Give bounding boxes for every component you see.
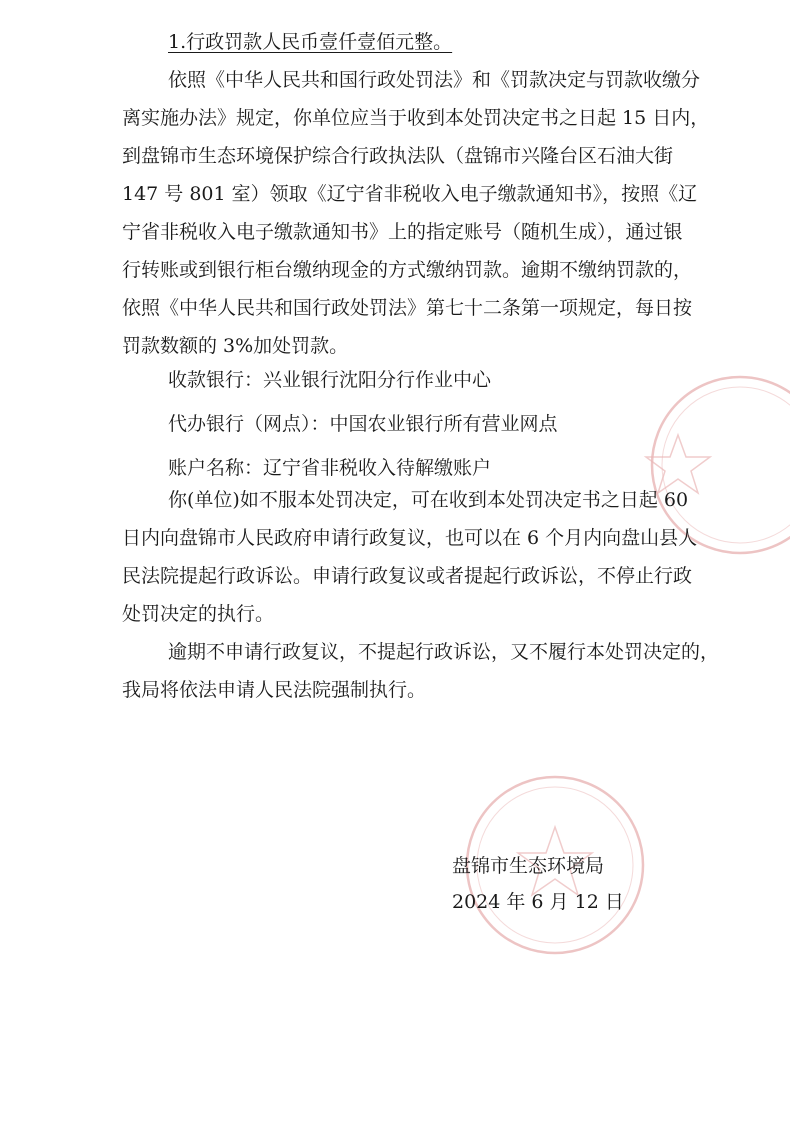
paragraph-line: 依照《中华人民共和国行政处罚法》和《罚款决定与罚款收缴分 <box>168 69 701 91</box>
paragraph-line: 到盘锦市生态环境保护综合行政执法队（盘锦市兴隆台区石油大街 <box>122 145 674 167</box>
paragraph-line: 我局将依法申请人民法院强制执行。 <box>122 679 427 701</box>
paragraph-line: 日内向盘锦市人民政府申请行政复议，也可以在 6 个月内向盘山县人 <box>122 527 698 549</box>
payee-bank: 收款银行：兴业银行沈阳分行作业中心 <box>168 369 492 391</box>
issue-date: 2024 年 6 月 12 日 <box>452 891 624 913</box>
agent-bank: 代办银行（网点）：中国农业银行所有营业网点 <box>168 413 558 435</box>
paragraph-line: 处罚决定的执行。 <box>122 603 275 625</box>
paragraph-line: 离实施办法》规定，你单位应当于收到本处罚决定书之日起 15 日内， <box>122 107 710 129</box>
paragraph-line: 逾期不申请行政复议，不提起行政诉讼，又不履行本处罚决定的， <box>168 641 720 663</box>
paragraph-line: 依照《中华人民共和国行政处罚法》第七十二条第一项规定，每日按 <box>122 297 693 319</box>
signatory: 盘锦市生态环境局 <box>452 855 605 877</box>
paragraph-line: 民法院提起行政诉讼。申请行政复议或者提起行政诉讼，不停止行政 <box>122 565 693 587</box>
paragraph-line: 你(单位)如不服本处罚决定，可在收到本处罚决定书之日起 60 <box>168 489 689 511</box>
account-name: 账户名称：辽宁省非税收入待解缴账户 <box>168 457 492 479</box>
penalty-heading: 1.行政罚款人民币壹仟壹佰元整。 <box>168 31 453 53</box>
paragraph-line: 147 号 801 室）领取《辽宁省非税收入电子缴款通知书》，按照《辽 <box>122 183 698 205</box>
paragraph-line: 行转账或到银行柜台缴纳现金的方式缴纳罚款。逾期不缴纳罚款的， <box>122 259 693 281</box>
paragraph-line: 宁省非税收入电子缴款通知书》上的指定账号（随机生成），通过银 <box>122 221 683 243</box>
paragraph-line: 罚款数额的 3%加处罚款。 <box>122 335 349 357</box>
